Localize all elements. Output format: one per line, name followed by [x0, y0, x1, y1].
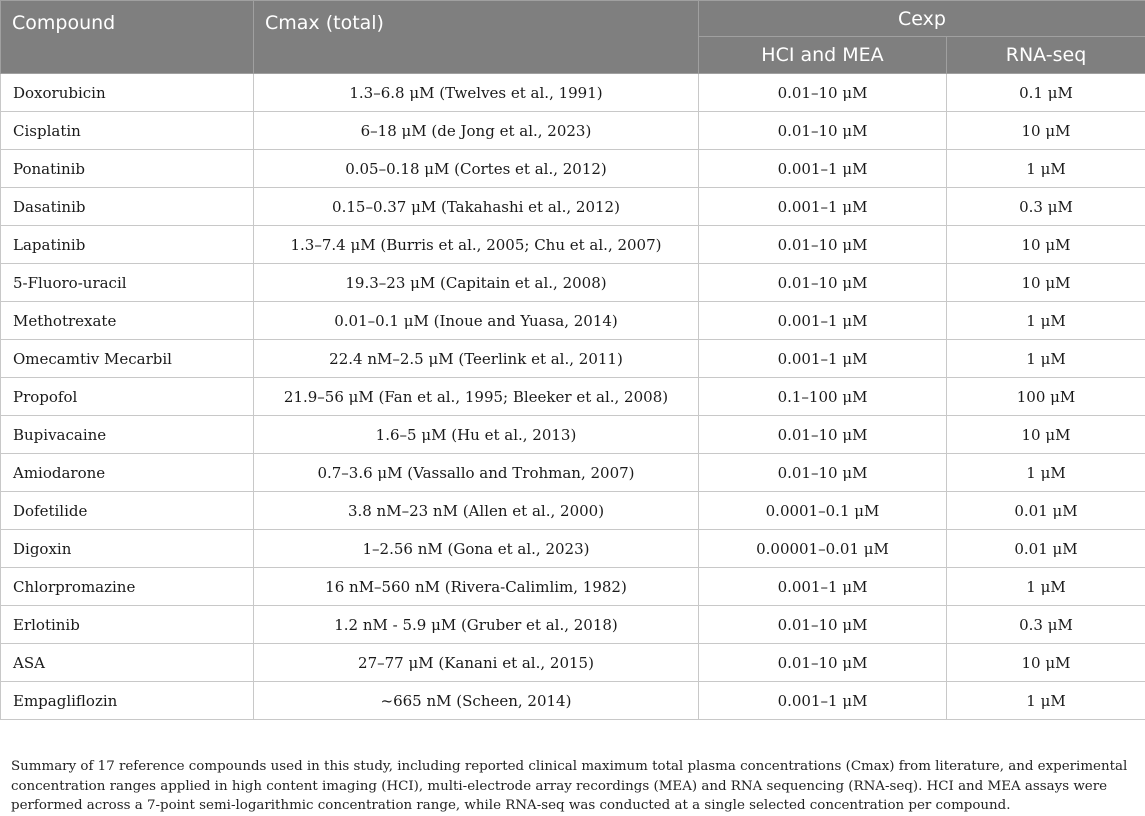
cell-hci-mea: 0.001–1 μM	[699, 568, 947, 606]
cell-cmax: 1.2 nM - 5.9 μM (Gruber et al., 2018)	[254, 606, 699, 644]
cell-rnaseq: 0.3 μM	[947, 188, 1145, 226]
cell-hci-mea: 0.0001–0.1 μM	[699, 492, 947, 530]
cell-cmax: 6–18 μM (de Jong et al., 2023)	[254, 112, 699, 150]
cell-rnaseq: 0.01 μM	[947, 530, 1145, 568]
header-cmax: Cmax (total)	[254, 1, 699, 74]
cell-compound: Methotrexate	[1, 302, 254, 340]
cell-rnaseq: 1 μM	[947, 150, 1145, 188]
cell-rnaseq: 1 μM	[947, 568, 1145, 606]
header-compound: Compound	[1, 1, 254, 74]
cell-rnaseq: 10 μM	[947, 264, 1145, 302]
cell-compound: Omecamtiv Mecarbil	[1, 340, 254, 378]
cell-hci-mea: 0.001–1 μM	[699, 188, 947, 226]
table-row	[1, 644, 1145, 682]
cell-cmax: 1.3–7.4 μM (Burris et al., 2005; Chu et al., 2007)	[254, 226, 699, 264]
cell-compound: Erlotinib	[1, 606, 254, 644]
table-row	[1, 530, 1145, 568]
table-row	[1, 302, 1145, 340]
cell-compound: Amiodarone	[1, 454, 254, 492]
cell-cmax: 22.4 nM–2.5 μM (Teerlink et al., 2011)	[254, 340, 699, 378]
cell-compound: Ponatinib	[1, 150, 254, 188]
table-row	[1, 568, 1145, 606]
cell-hci-mea: 0.001–1 μM	[699, 302, 947, 340]
cell-hci-mea: 0.01–10 μM	[699, 112, 947, 150]
cell-compound: Dofetilide	[1, 492, 254, 530]
table-row	[1, 454, 1145, 492]
table-row	[1, 112, 1145, 150]
cell-compound: 5-Fluoro-uracil	[1, 264, 254, 302]
cell-rnaseq: 1 μM	[947, 302, 1145, 340]
cell-compound: Propofol	[1, 378, 254, 416]
cell-cmax: 19.3–23 μM (Capitain et al., 2008)	[254, 264, 699, 302]
header-rnaseq: RNA-seq	[947, 37, 1145, 74]
cell-hci-mea: 0.01–10 μM	[699, 226, 947, 264]
cell-compound: Digoxin	[1, 530, 254, 568]
cell-rnaseq: 1 μM	[947, 682, 1145, 720]
table-row	[1, 188, 1145, 226]
table-row	[1, 74, 1145, 112]
cell-compound: Chlorpromazine	[1, 568, 254, 606]
cell-cmax: 1–2.56 nM (Gona et al., 2023)	[254, 530, 699, 568]
cell-hci-mea: 0.01–10 μM	[699, 74, 947, 112]
cell-hci-mea: 0.01–10 μM	[699, 606, 947, 644]
cell-cmax: 16 nM–560 nM (Rivera-Calimlim, 1982)	[254, 568, 699, 606]
cell-cmax: 1.6–5 μM (Hu et al., 2013)	[254, 416, 699, 454]
table-row	[1, 150, 1145, 188]
cell-cmax: 21.9–56 μM (Fan et al., 1995; Bleeker et al., 2008)	[254, 378, 699, 416]
table-row	[1, 378, 1145, 416]
header-cexp: Cexp	[699, 1, 1145, 37]
table-row	[1, 416, 1145, 454]
cell-hci-mea: 0.001–1 μM	[699, 340, 947, 378]
cell-cmax: 0.15–0.37 μM (Takahashi et al., 2012)	[254, 188, 699, 226]
cell-compound: Cisplatin	[1, 112, 254, 150]
cell-cmax: 0.05–0.18 μM (Cortes et al., 2012)	[254, 150, 699, 188]
cell-cmax: 1.3–6.8 μM (Twelves et al., 1991)	[254, 74, 699, 112]
cell-rnaseq: 10 μM	[947, 416, 1145, 454]
cell-rnaseq: 1 μM	[947, 340, 1145, 378]
cell-hci-mea: 0.01–10 μM	[699, 264, 947, 302]
table-body	[1, 74, 1145, 720]
table-caption: Summary of 17 reference compounds used in this study, including reported clinical maximum total plasma concentrations (Cmax) from literature, and experimental concentration ranges applied in high content imaging (HCI), multi-electrode array recordings (MEA) and RNA sequencing (RNA-seq). HCI and MEA assays were performed across a 7-point semi-logarithmic concentration range, while RNA-seq was conducted at a single selected concentration per compound.	[11, 759, 1128, 813]
cell-rnaseq: 0.1 μM	[947, 74, 1145, 112]
table-row	[1, 340, 1145, 378]
cell-compound: Doxorubicin	[1, 74, 254, 112]
cell-rnaseq: 10 μM	[947, 226, 1145, 264]
cell-hci-mea: 0.001–1 μM	[699, 150, 947, 188]
cell-rnaseq: 0.3 μM	[947, 606, 1145, 644]
cell-cmax: 27–77 μM (Kanani et al., 2015)	[254, 644, 699, 682]
table-row	[1, 492, 1145, 530]
cell-compound: Bupivacaine	[1, 416, 254, 454]
cell-cmax: 3.8 nM–23 nM (Allen et al., 2000)	[254, 492, 699, 530]
cell-compound: Dasatinib	[1, 188, 254, 226]
cell-rnaseq: 10 μM	[947, 112, 1145, 150]
table-row	[1, 226, 1145, 264]
cell-hci-mea: 0.001–1 μM	[699, 682, 947, 720]
cell-hci-mea: 0.01–10 μM	[699, 644, 947, 682]
cell-hci-mea: 0.01–10 μM	[699, 416, 947, 454]
table-row	[1, 264, 1145, 302]
cell-hci-mea: 0.00001–0.01 μM	[699, 530, 947, 568]
cell-compound: ASA	[1, 644, 254, 682]
cell-cmax: ~665 nM (Scheen, 2014)	[254, 682, 699, 720]
cell-hci-mea: 0.1–100 μM	[699, 378, 947, 416]
cell-compound: Lapatinib	[1, 226, 254, 264]
cell-hci-mea: 0.01–10 μM	[699, 454, 947, 492]
cell-rnaseq: 1 μM	[947, 454, 1145, 492]
table-header	[1, 1, 1145, 74]
cell-rnaseq: 10 μM	[947, 644, 1145, 682]
table-row	[1, 682, 1145, 720]
cell-cmax: 0.7–3.6 μM (Vassallo and Trohman, 2007)	[254, 454, 699, 492]
cell-rnaseq: 100 μM	[947, 378, 1145, 416]
table-row	[1, 606, 1145, 644]
cell-cmax: 0.01–0.1 μM (Inoue and Yuasa, 2014)	[254, 302, 699, 340]
cell-compound: Empagliflozin	[1, 682, 254, 720]
header-hci-mea: HCI and MEA	[699, 37, 947, 74]
cell-rnaseq: 0.01 μM	[947, 492, 1145, 530]
